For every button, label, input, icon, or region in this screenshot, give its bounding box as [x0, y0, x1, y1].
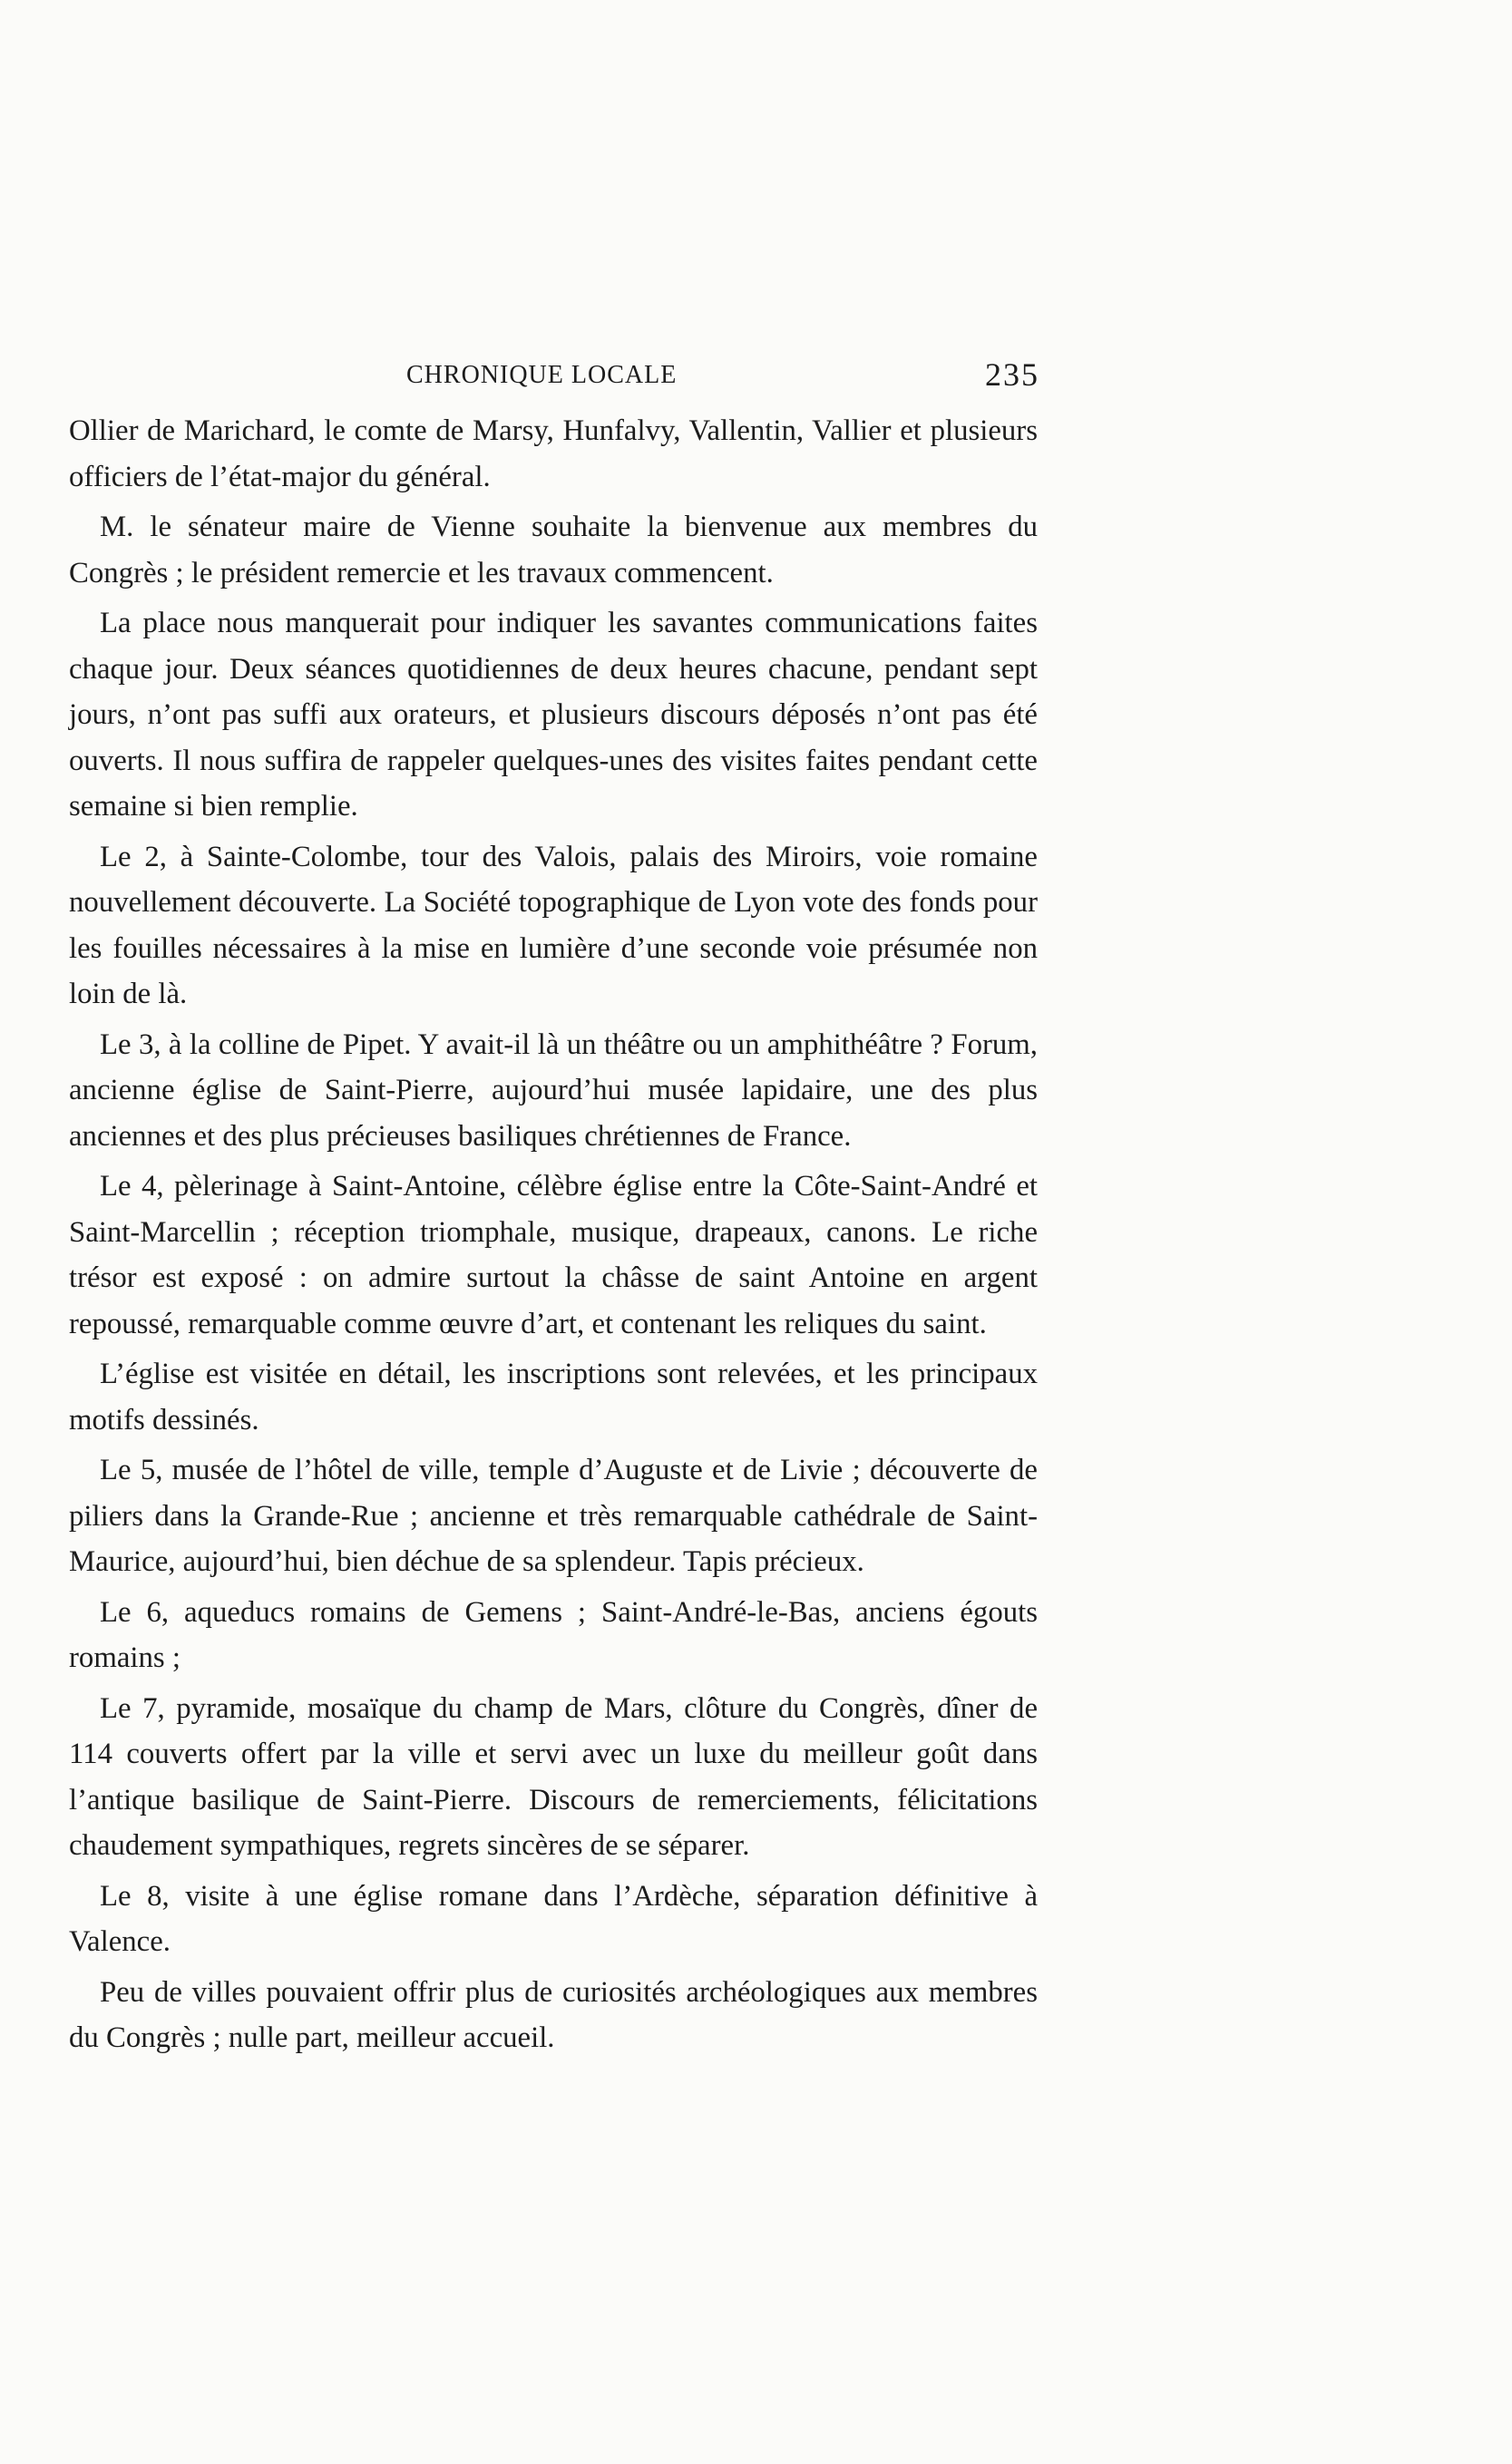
paragraph-day-5: Le 5, musée de l’hôtel de ville, temple d’Auguste et de Livie ; découverte de piliers dans la Grande-Rue ; ancienne et très remarquable cathédrale de Saint-Maurice, aujourd’hui, bien déchue de sa splendeur. Tapis précieux. [69, 1454, 1038, 1578]
running-head [69, 355, 1038, 408]
paragraph-continued: Ollier de Marichard, le comte de Marsy, Hunfalvy, Vallentin, Vallier et plusieurs officiers de l’état-major du général. [69, 414, 1038, 493]
paragraph-day-6: Le 6, aqueducs romains de Gemens ; Saint-André-le-Bas, anciens égouts romains ; [69, 1595, 1038, 1674]
running-title: CHRONIQUE LOCALE [406, 361, 678, 389]
body-text [69, 408, 1038, 2061]
paragraph-welcome: M. le sénateur maire de Vienne souhaite la bienvenue aux membres du Congrès ; le président remercie et les travaux commencent. [69, 511, 1038, 589]
paragraph-day-8: Le 8, visite à une église romane dans l’Ardèche, séparation définitive à Valence. [69, 1879, 1038, 1958]
page-number: 235 [985, 356, 1039, 393]
paragraph-communications: La place nous manquerait pour indiquer les savantes communications faites chaque jour. Deux séances quotidiennes de deux heures chacune, pendant sept jours, n’ont pas suffi aux orateurs, et plusieurs discours déposés n’ont pas été ouverts. Il nous suffira de rappeler quelques-unes des visites faites pendant cette semaine si bien remplie. [69, 607, 1038, 823]
book-page [69, 355, 1038, 2066]
paragraph-day-3: Le 3, à la colline de Pipet. Y avait-il là un théâtre ou un amphithéâtre ? Forum, ancienne église de Saint-Pierre, aujourd’hui musée lapidaire, une des plus anciennes et des plus précieuses basiliques chrétiennes de France. [69, 1027, 1038, 1153]
paragraph-conclusion: Peu de villes pouvaient offrir plus de curiosités archéologiques aux membres du Congrès ; nulle part, meilleur accueil. [69, 1975, 1038, 2054]
paragraph-church-visit: L’église est visitée en détail, les inscriptions sont relevées, et les principaux motifs dessinés. [69, 1358, 1038, 1437]
paragraph-day-2: Le 2, à Sainte-Colombe, tour des Valois, palais des Miroirs, voie romaine nouvellement découverte. La Société topographique de Lyon vote des fonds pour les fouilles nécessaires à la mise en lumière d’une seconde voie présumée non loin de là. [69, 840, 1038, 1010]
paragraph-day-7: Le 7, pyramide, mosaïque du champ de Mars, clôture du Congrès, dîner de 114 couverts offert par la ville et servi avec un luxe du meilleur goût dans l’antique basilique de Saint-Pierre. Discours de remerciements, félicitations chaudement sympathiques, regrets sincères de se séparer. [69, 1691, 1038, 1862]
paragraph-day-4: Le 4, pèlerinage à Saint-Antoine, célèbre église entre la Côte-Saint-André et Saint-Marcellin ; réception triomphale, musique, drapeaux, canons. Le riche trésor est exposé : on admire surtout la châsse de saint Antoine en argent repoussé, remarquable comme œuvre d’art, et contenant les reliques du saint. [69, 1170, 1038, 1340]
